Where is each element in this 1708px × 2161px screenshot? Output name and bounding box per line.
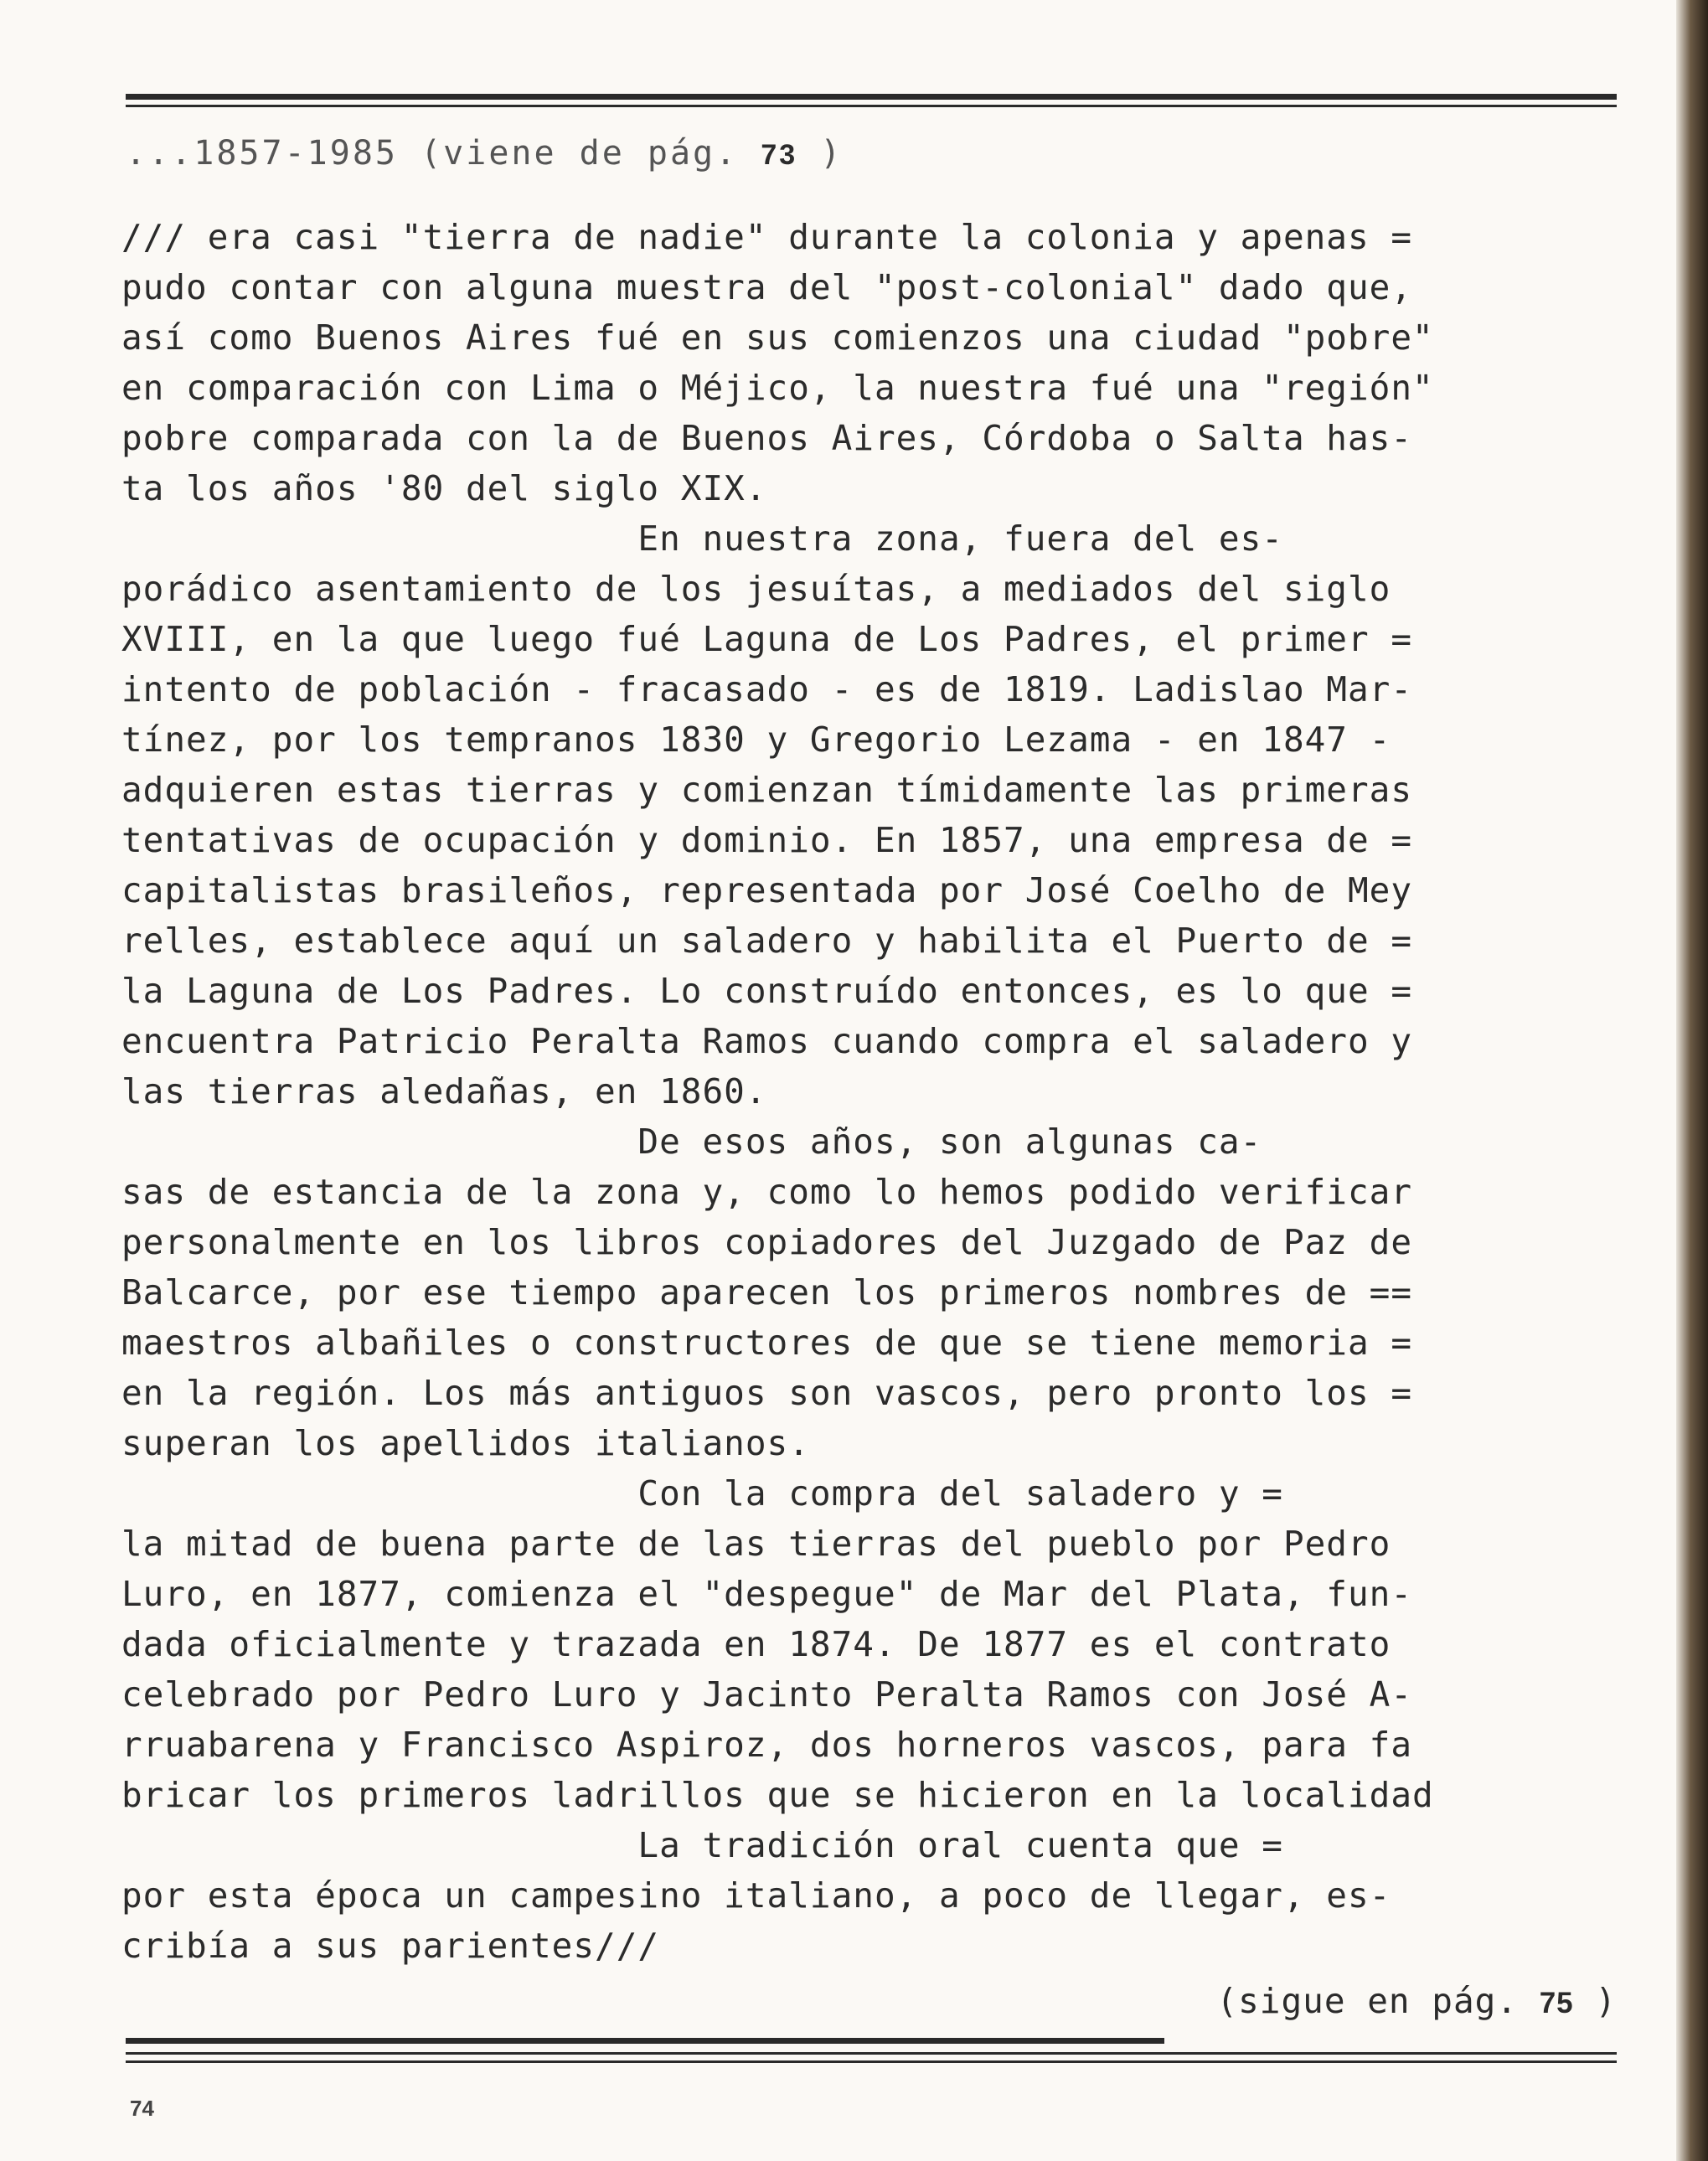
- bottom-rule-thick: [126, 2038, 1164, 2044]
- text-line: celebrado por Pedro Luro y Jacinto Peralta Ramos con José A-: [121, 1674, 1413, 1715]
- text-line: la Laguna de Los Padres. Lo construído entonces, es lo que =: [121, 971, 1413, 1011]
- header-suffix: ): [820, 134, 844, 173]
- text-line: Con la compra del saladero y =: [121, 1473, 1283, 1514]
- text-line: rruabarena y Francisco Aspiroz, dos horneros vascos, para fa: [121, 1725, 1413, 1765]
- text-line: /// era casi "tierra de nadie" durante la colonia y apenas =: [121, 217, 1413, 257]
- text-line: cribía a sus parientes///: [121, 1926, 660, 1966]
- text-line: en comparación con Lima o Méjico, la nuestra fué una "región": [121, 368, 1434, 408]
- text-line: porádico asentamiento de los jesuítas, a mediados del siglo: [121, 569, 1391, 609]
- text-line: pudo contar con alguna muestra del "post-colonial" dado que,: [121, 267, 1413, 307]
- text-line: XVIII, en la que luego fué Laguna de Los Padres, el primer =: [121, 619, 1413, 659]
- article-body: [121, 212, 1629, 1971]
- text-line: así como Buenos Aires fué en sus comienzos una ciudad "pobre": [121, 317, 1434, 358]
- text-line: ta los años '80 del siglo XIX.: [121, 468, 767, 508]
- footer-suffix: ): [1595, 1981, 1617, 2021]
- text-line: por esta época un campesino italiano, a poco de llegar, es-: [121, 1875, 1391, 1916]
- bottom-rule-thin: [126, 2052, 1617, 2055]
- text-line: En nuestra zona, fuera del es-: [121, 518, 1283, 559]
- text-line: Balcarce, por ese tiempo aparecen los primeros nombres de ==: [121, 1272, 1413, 1313]
- text-line: las tierras aledañas, en 1860.: [121, 1071, 767, 1111]
- text-line: adquieren estas tierras y comienzan tímidamente las primeras: [121, 770, 1413, 810]
- text-line: De esos años, son algunas ca-: [121, 1122, 1262, 1162]
- text-line: tentativas de ocupación y dominio. En 1857, una empresa de =: [121, 820, 1413, 860]
- text-line: pobre comparada con la de Buenos Aires, Córdoba o Salta has-: [121, 418, 1413, 458]
- text-line: maestros albañiles o constructores de que se tiene memoria =: [121, 1323, 1413, 1363]
- text-line: sas de estancia de la zona y, como lo hemos podido verificar: [121, 1172, 1413, 1212]
- text-line: tínez, por los tempranos 1830 y Gregorio Lezama - en 1847 -: [121, 719, 1391, 760]
- footer-page-ref: 75: [1539, 1987, 1574, 2019]
- text-line: bricar los primeros ladrillos que se hicieron en la localidad: [121, 1775, 1434, 1815]
- footer-prefix: (sigue en pág.: [1216, 1981, 1518, 2021]
- header-prefix: ...1857-1985 (viene de pág.: [126, 134, 739, 173]
- text-line: personalmente en los libros copiadores del Juzgado de Paz de: [121, 1222, 1413, 1262]
- top-rule-thick: [126, 94, 1617, 100]
- text-line: encuentra Patricio Peralta Ramos cuando compra el saladero y: [121, 1021, 1413, 1061]
- page-binding-edge: [1676, 0, 1708, 2161]
- continuation-header: [126, 134, 843, 173]
- text-line: la mitad de buena parte de las tierras del pueblo por Pedro: [121, 1524, 1391, 1564]
- top-rule-thin: [126, 105, 1617, 107]
- text-line: La tradición oral cuenta que =: [121, 1825, 1283, 1865]
- text-line: relles, establece aquí un saladero y habilita el Puerto de =: [121, 921, 1413, 961]
- bottom-rule-thin-2: [126, 2060, 1617, 2063]
- text-line: Luro, en 1877, comienza el "despegue" de Mar del Plata, fun-: [121, 1574, 1413, 1614]
- page-number: 74: [130, 2096, 154, 2121]
- text-line: dada oficialmente y trazada en 1874. De 1877 es el contrato: [121, 1624, 1391, 1664]
- text-line: superan los apellidos italianos.: [121, 1423, 810, 1463]
- header-page-ref: 73: [761, 139, 798, 171]
- continuation-footer: [1216, 1981, 1617, 2021]
- text-line: capitalistas brasileños, representada por José Coelho de Mey: [121, 870, 1413, 910]
- text-line: intento de población - fracasado - es de 1819. Ladislao Mar-: [121, 669, 1413, 709]
- text-line: en la región. Los más antiguos son vascos, pero pronto los =: [121, 1373, 1413, 1413]
